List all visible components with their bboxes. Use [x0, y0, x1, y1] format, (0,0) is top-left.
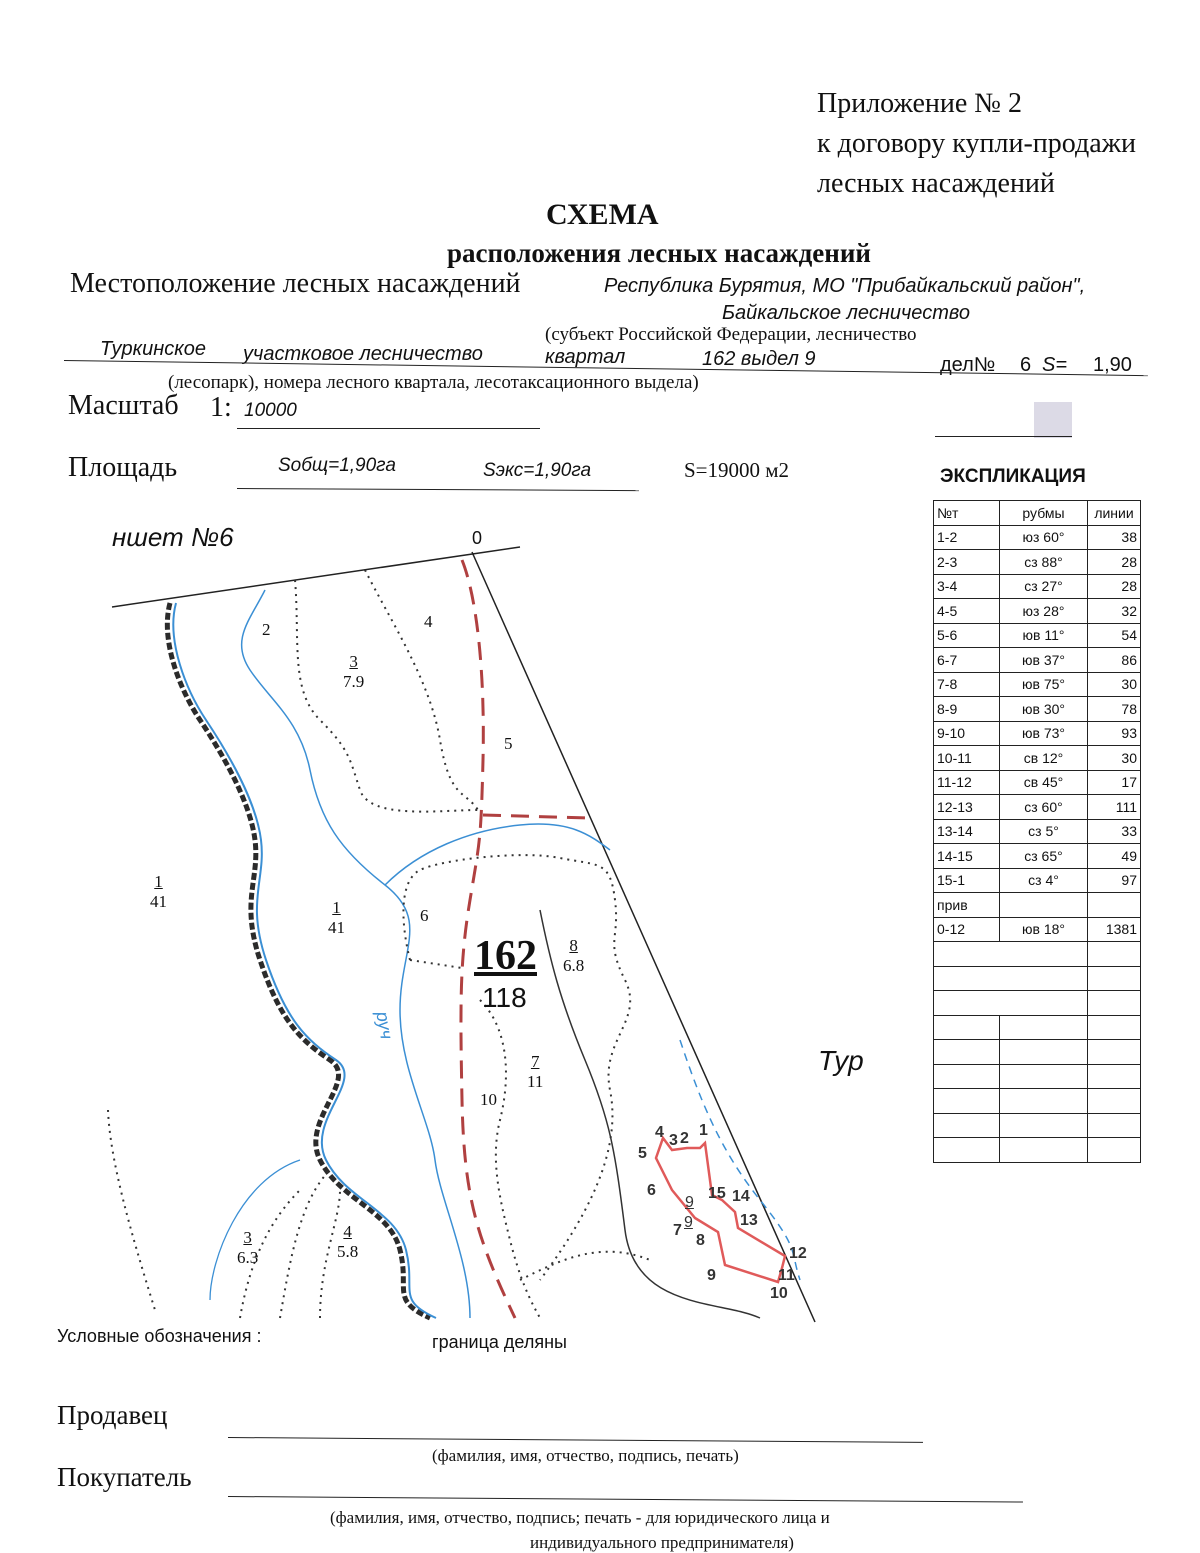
stream-branch-line: [385, 824, 610, 885]
vydel-boundary-4: [365, 570, 478, 810]
scale-label: Масштаб: [68, 390, 179, 421]
plot-point-label: 1: [699, 1122, 708, 1139]
plot-point-label: 14: [732, 1188, 750, 1205]
cell-length: 28: [1088, 550, 1141, 575]
cell-length: 38: [1088, 525, 1141, 550]
vydel-boundary-10: [480, 1000, 540, 1318]
plot-point-label: 7: [673, 1222, 682, 1239]
cell-point: 4-5: [934, 599, 1000, 624]
cell-point: 1-2: [934, 525, 1000, 550]
vydel-label: [424, 612, 433, 632]
cell-bearing: юз 60°: [1000, 525, 1088, 550]
plot-value: 6: [1020, 354, 1032, 376]
forestry-type: участковое лесничество: [243, 343, 483, 365]
cell-point: 8-9: [934, 697, 1000, 722]
plot-point-label: 11: [778, 1267, 795, 1284]
stream-line: [242, 590, 470, 1318]
quarter-label: квартал: [545, 346, 626, 368]
buyer-label: Покупатель: [57, 1462, 192, 1492]
cell-length: 17: [1088, 770, 1141, 795]
cell-point: 15-1: [934, 868, 1000, 893]
plot-point-label: 10: [770, 1285, 788, 1302]
stream-label: руч: [372, 1010, 397, 1041]
location-hint-1: (субъект Российской Федерации, лесничество: [545, 324, 917, 345]
plot-label: дел№: [940, 354, 996, 376]
location-label: Местоположение лесных насаждений: [70, 268, 521, 299]
cell-bearing: юв 73°: [1000, 721, 1088, 746]
vydel-boundary-6b: [410, 960, 462, 968]
vydel-number: 1: [154, 872, 163, 891]
cell-bearing: юв 11°: [1000, 623, 1088, 648]
cell-length: 32: [1088, 599, 1141, 624]
vydel-area: 11: [527, 1072, 544, 1091]
cell-length: 33: [1088, 819, 1141, 844]
cell-bearing: св 12°: [1000, 746, 1088, 771]
cell-bearing: сз 60°: [1000, 795, 1088, 820]
s-value: 1,90: [1093, 354, 1132, 376]
page-subtitle: расположения лесных насаждений: [447, 238, 871, 268]
vydel-label: [237, 1228, 258, 1268]
cell-bearing: сз 4°: [1000, 868, 1088, 893]
buyer-hint-2: индивидуального предпринимателя): [530, 1533, 794, 1552]
vydel-number: 7: [530, 1052, 540, 1071]
cell-bearing: юв 18°: [1000, 917, 1088, 942]
s-label: S=: [1042, 354, 1068, 376]
cell-length: 1381: [1088, 917, 1141, 942]
cell-length: 30: [1088, 672, 1141, 697]
cell-point: 6-7: [934, 648, 1000, 673]
cell-bearing: сз 65°: [1000, 844, 1088, 869]
plot-point-label: 13: [740, 1212, 758, 1229]
plot-point-label: 9: [684, 1214, 693, 1231]
appendix-line-3: лесных насаждений: [817, 168, 1055, 199]
plot-point-label: 9: [707, 1267, 716, 1284]
vydel-area: 6.3: [237, 1248, 259, 1267]
vydel-area: 5.8: [337, 1242, 359, 1261]
sheet-label: ншет №6: [112, 522, 234, 552]
plot-point-label: 5: [638, 1145, 647, 1162]
plot-point-label: 2: [680, 1130, 689, 1147]
cell-bearing: юв 37°: [1000, 648, 1088, 673]
vydel-number: 3: [243, 1228, 252, 1247]
quarter-number: 162: [474, 933, 537, 979]
cell-point: 3-4: [934, 574, 1000, 599]
cell-bearing: юв 75°: [1000, 672, 1088, 697]
plot-point-label: 3: [669, 1132, 678, 1149]
cell-length: 49: [1088, 844, 1141, 869]
scale-value: 10000: [244, 400, 297, 421]
vydel-label: [420, 906, 429, 926]
cell-bearing: юв 30°: [1000, 697, 1088, 722]
cell-point: 14-15: [934, 844, 1000, 869]
plot-point-label: 15: [708, 1185, 726, 1202]
cell-bearing: сз 27°: [1000, 574, 1088, 599]
region-line-1: Республика Бурятия, МО "Прибайкальский район",: [604, 275, 1086, 297]
vydel-area: 41: [328, 918, 345, 937]
quarter-value: 162 выдел 9: [702, 348, 816, 370]
header-bearing: рубмы: [1000, 501, 1088, 526]
area-exploit: Sэкс=1,90га: [483, 460, 592, 481]
region-line-2: Байкальское лесничество: [722, 302, 970, 324]
vydel-area: 6.8: [563, 956, 585, 975]
zero-point-label: 0: [472, 528, 483, 548]
forestry-name: Туркинское: [100, 338, 206, 360]
cell-length: 28: [1088, 574, 1141, 599]
area-sqm: S=19000 м2: [684, 458, 790, 482]
buyer-hint-1: (фамилия, имя, отчество, подпись; печать - для юридического лица и: [330, 1508, 830, 1527]
appendix-line-2: к договору купли-продажи: [817, 128, 1136, 159]
place-label: Тур: [818, 1045, 864, 1076]
plot-point-label: 12: [789, 1245, 807, 1262]
vydel-boundary-left: [108, 1110, 155, 1310]
vydel-boundary-4b: [280, 1170, 330, 1318]
vydel-label: [504, 734, 513, 754]
cell-length: 86: [1088, 648, 1141, 673]
cell-length: 97: [1088, 868, 1141, 893]
legend-label: Условные обозначения :: [57, 1326, 262, 1346]
cell-length: 93: [1088, 721, 1141, 746]
vydel-number: 10: [480, 1090, 497, 1109]
cell-length: 54: [1088, 623, 1141, 648]
vydel-number: 6: [420, 906, 429, 925]
left-boundary-line: [167, 603, 430, 1318]
left-stream-line: [173, 603, 436, 1318]
cell-length: 78: [1088, 697, 1141, 722]
cell-point: 2-3: [934, 550, 1000, 575]
cell-point: 10-11: [934, 746, 1000, 771]
page-title: СХЕМА: [546, 198, 659, 231]
sheet-border-line: [112, 547, 520, 607]
cell-bearing: св 45°: [1000, 770, 1088, 795]
vydel-label: [343, 652, 364, 692]
cell-point: 5-6: [934, 623, 1000, 648]
cell-point: 0-12: [934, 917, 1000, 942]
vydel-number: 4: [343, 1222, 352, 1241]
cell-point: 13-14: [934, 819, 1000, 844]
cell-point: 9-10: [934, 721, 1000, 746]
header-point: №т: [934, 501, 1000, 526]
vydel-label: [262, 620, 271, 640]
explication-title: ЭКСПЛИКАЦИЯ: [940, 466, 1086, 487]
plot-point-label: 9: [685, 1194, 694, 1211]
header-length: линии: [1088, 501, 1141, 526]
vydel-number: 1: [332, 898, 341, 917]
cell-bearing: сз 88°: [1000, 550, 1088, 575]
plot-point-label: 4: [655, 1124, 664, 1141]
cell-point: 7-8: [934, 672, 1000, 697]
area-label: Площадь: [68, 452, 178, 483]
area-total: Sобщ=1,90га: [278, 455, 396, 476]
vydel-number: 5: [504, 734, 513, 753]
cell-length: 111: [1088, 795, 1141, 820]
vydel-label: [328, 898, 345, 938]
quarter-area: 118: [482, 982, 527, 1013]
vydel-number: 4: [424, 612, 433, 631]
scale-prefix: 1:: [210, 392, 232, 423]
appendix-line-1: Приложение № 2: [817, 88, 1022, 119]
seller-label: Продавец: [57, 1400, 168, 1430]
vydel-label: [337, 1222, 358, 1262]
vydel-area: 41: [150, 892, 167, 911]
seller-hint: (фамилия, имя, отчество, подпись, печать): [432, 1446, 739, 1465]
cell-point: прив: [934, 893, 1000, 918]
vydel-number: 8: [569, 936, 578, 955]
legend-item: граница деляны: [432, 1332, 567, 1352]
vydel-boundary-7: [520, 1252, 650, 1280]
vydel-label: [480, 1090, 497, 1110]
vydel-label: [563, 936, 584, 976]
cell-point: 12-13: [934, 795, 1000, 820]
location-hint-2: (лесопарк), номера лесного квартала, лесотаксационного выдела): [168, 372, 699, 393]
plot-point-label: 6: [647, 1182, 656, 1199]
cell-bearing: сз 5°: [1000, 819, 1088, 844]
vydel-area: 7.9: [343, 672, 365, 691]
vydel-boundary-6: [403, 855, 630, 1280]
plot-point-label: 8: [696, 1232, 705, 1249]
vydel-number: 3: [349, 652, 358, 671]
vydel-number: 2: [262, 620, 271, 639]
cell-point: 11-12: [934, 770, 1000, 795]
vydel-label: [527, 1052, 543, 1092]
cell-length: 30: [1088, 746, 1141, 771]
cell-bearing: юз 28°: [1000, 599, 1088, 624]
vydel-label: [150, 872, 167, 912]
road-branch-line: [483, 815, 590, 818]
